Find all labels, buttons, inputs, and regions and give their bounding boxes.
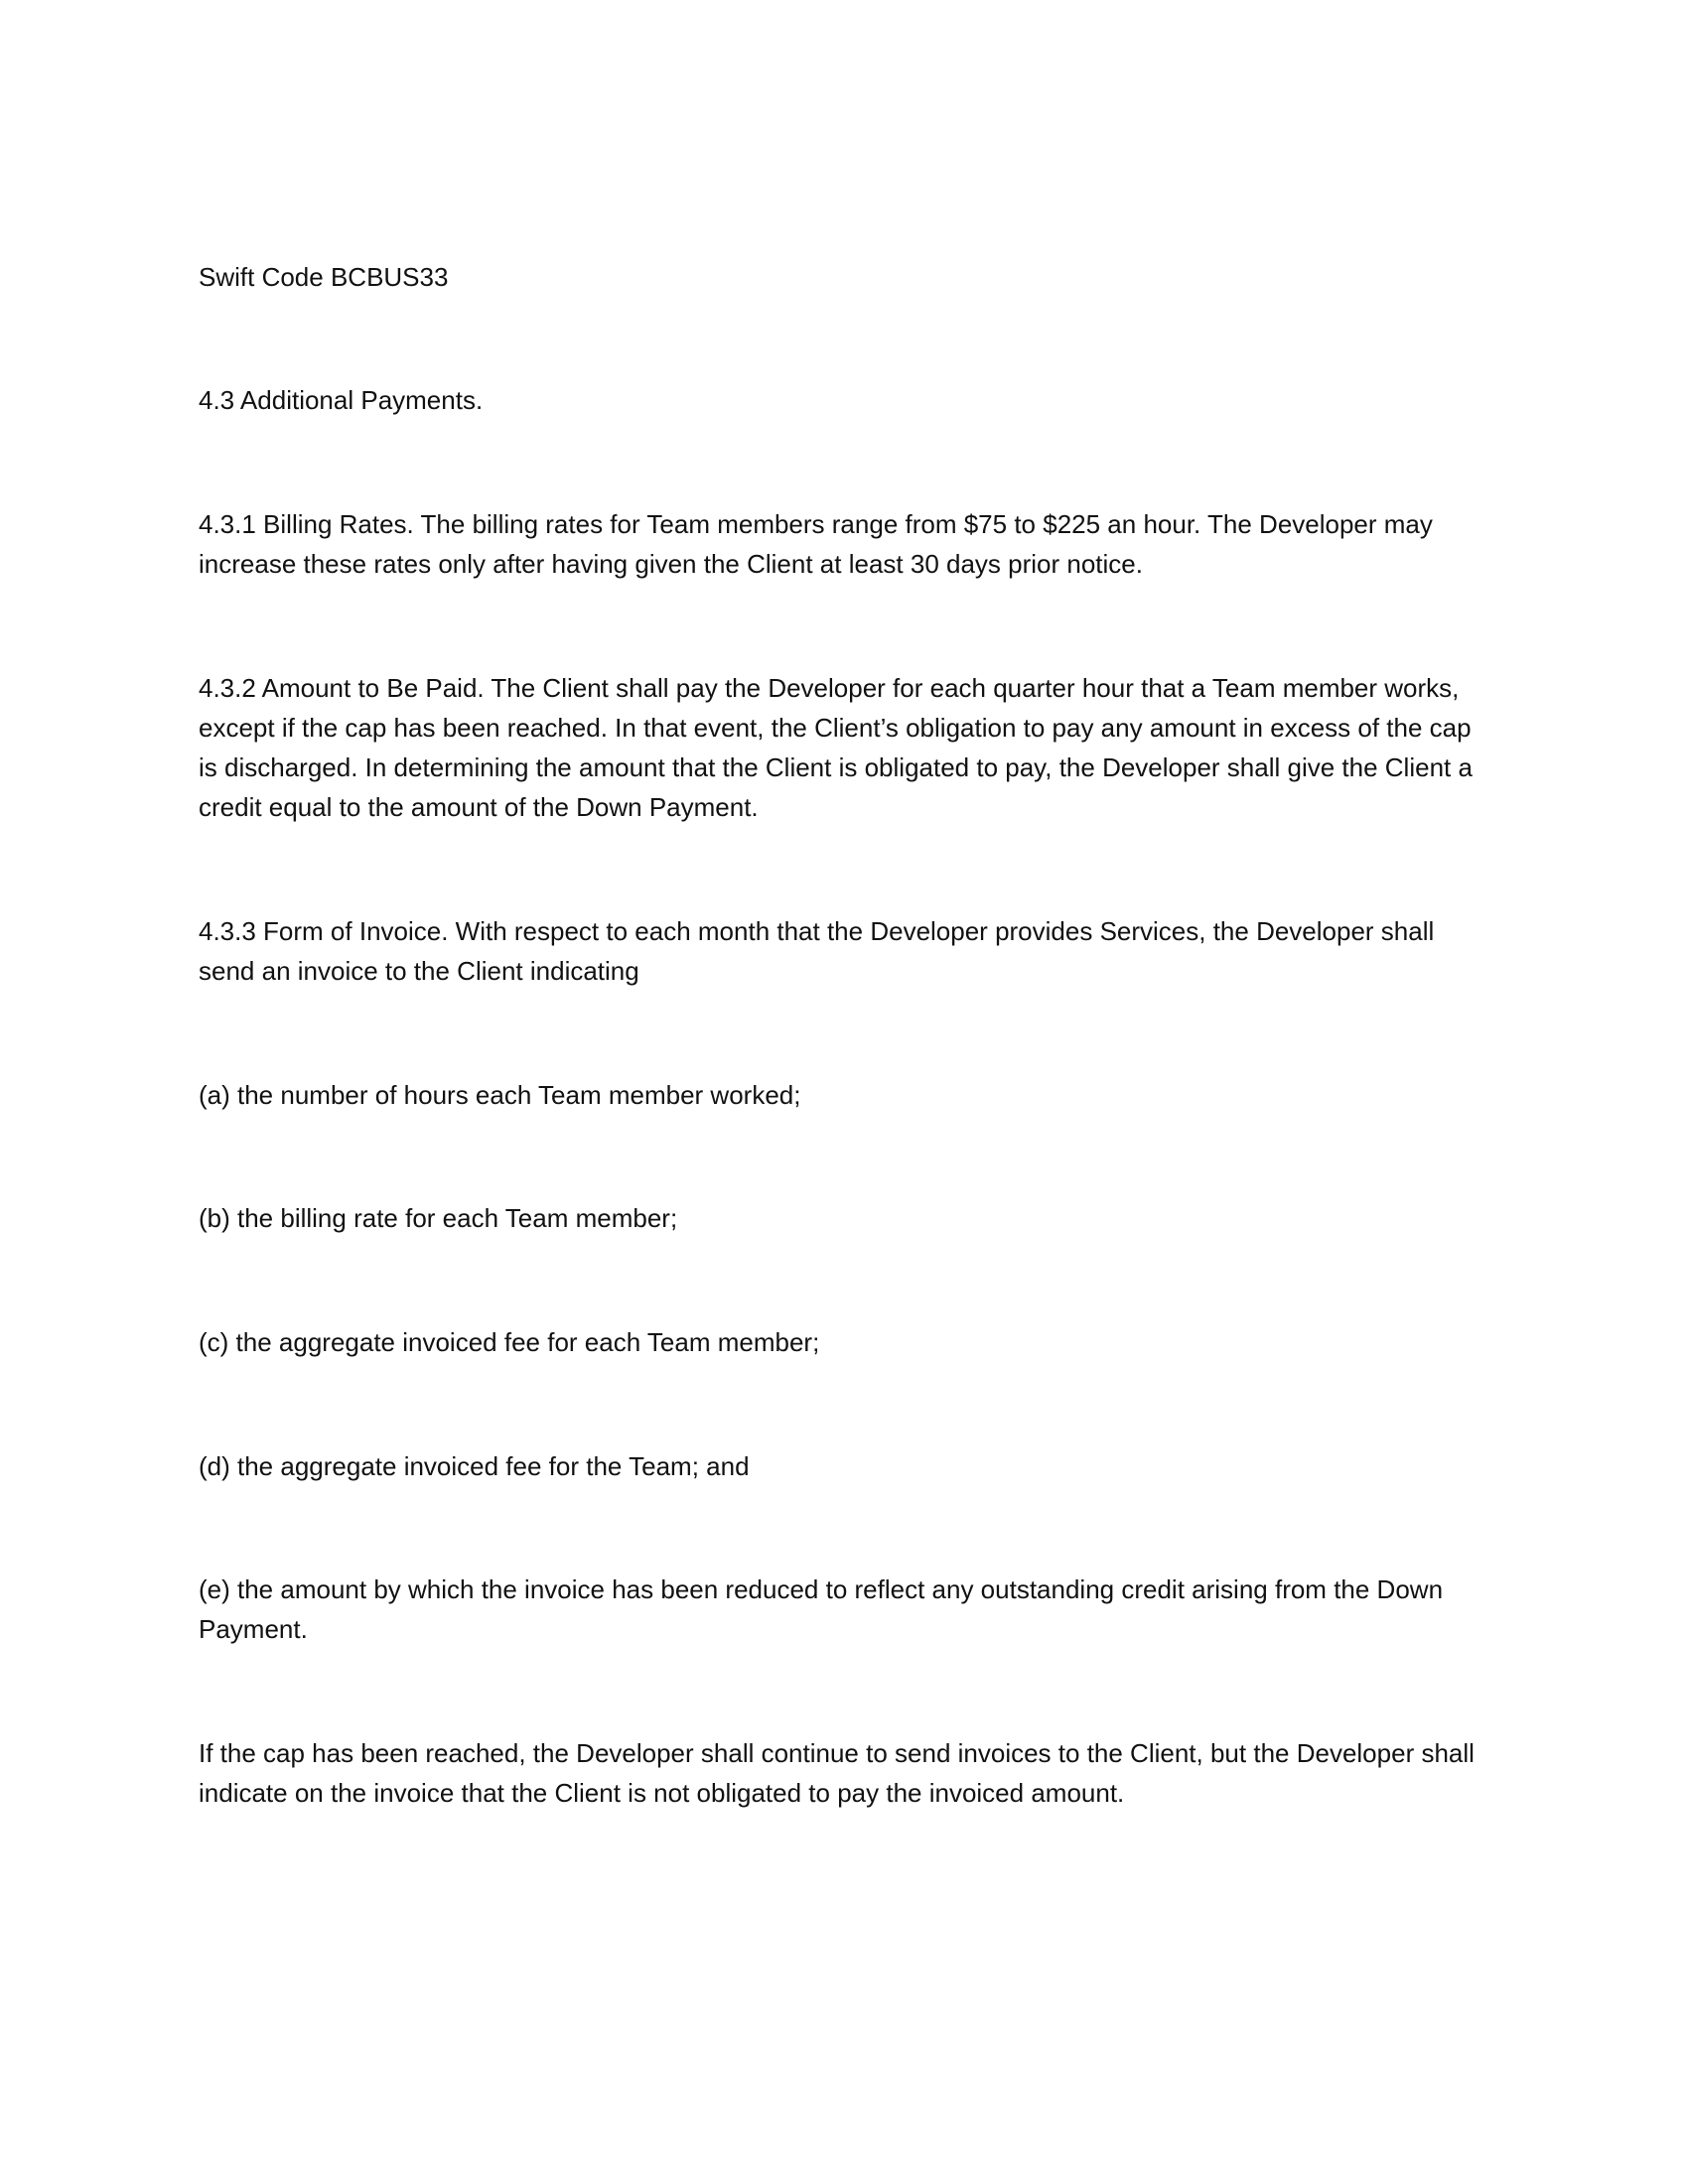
amount-to-be-paid-paragraph: 4.3.2 Amount to Be Paid. The Client shall pay the Developer for each quarter hour that a Team member works, except if the cap has been reached. In that event, the Client’s obligation to pay any amount in excess of the cap is discharged. In determining the amount that the Client is obligated to pay, the Developer shall give the Client a credit equal to the amount of the Down Payment.: [199, 673, 1473, 822]
invoice-item-b: (b) the billing rate for each Team member;: [199, 1203, 678, 1233]
form-of-invoice-paragraph: 4.3.3 Form of Invoice. With respect to each month that the Developer provides Services, the Developer shall send an invoice to the Client indicating: [199, 916, 1435, 986]
cap-reached-paragraph: If the cap has been reached, the Developer shall continue to send invoices to the Client, but the Developer shall indicate on the invoice that the Client is not obligated to pay the invoiced amount.: [199, 1738, 1475, 1808]
invoice-item-d: (d) the aggregate invoiced fee for the Team; and: [199, 1451, 750, 1481]
invoice-item-a: (a) the number of hours each Team member worked;: [199, 1080, 801, 1110]
invoice-item-e: (e) the amount by which the invoice has been reduced to reflect any outstanding credit arising from the Down Payment.: [199, 1574, 1444, 1644]
swift-code-line: Swift Code BCBUS33: [199, 262, 449, 292]
invoice-item-c: (c) the aggregate invoiced fee for each Team member;: [199, 1327, 820, 1357]
billing-rates-paragraph: 4.3.1 Billing Rates. The billing rates for Team members range from $75 to $225 an hour. The Developer may increase these rates only after having given the Client at least 30 days prior notice.: [199, 509, 1433, 579]
section-heading: 4.3 Additional Payments.: [199, 385, 484, 415]
